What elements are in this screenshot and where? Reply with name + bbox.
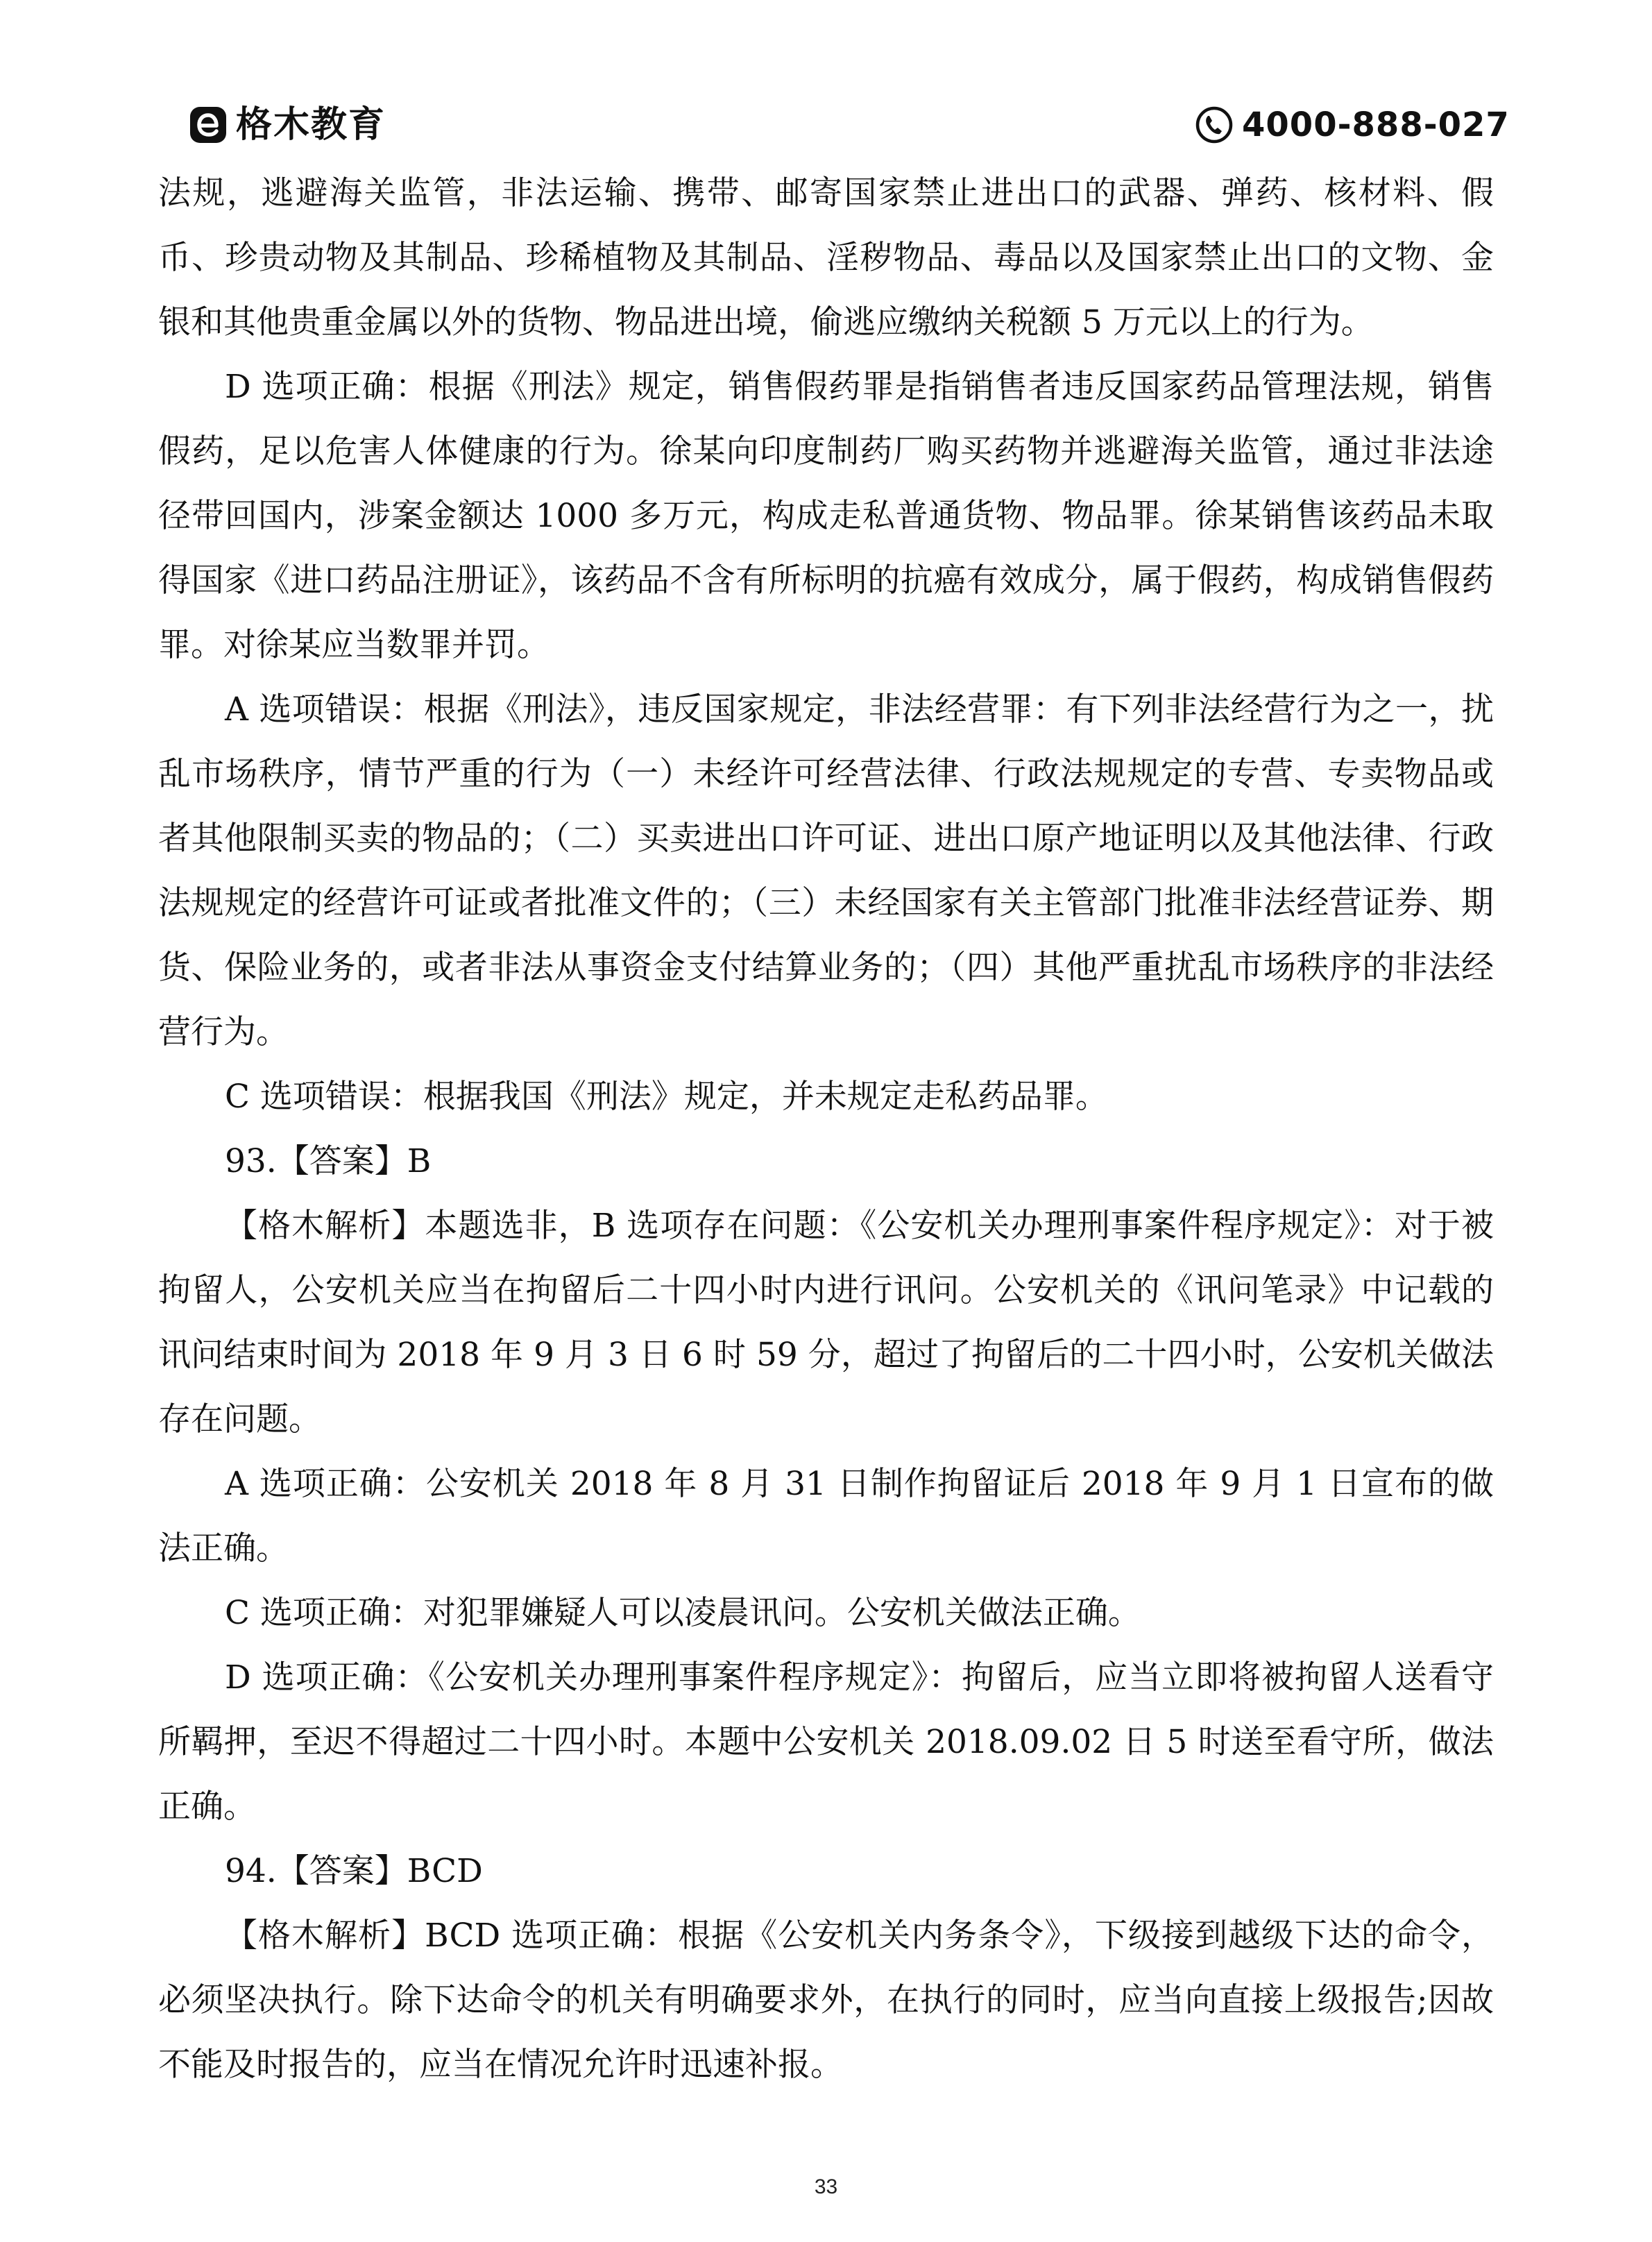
paragraph-continued: 法规，逃避海关监管，非法运输、携带、邮寄国家禁止进出口的武器、弹药、核材料、假币、珍贵动物及其制品、珍稀植物及其制品、淫秽物品、毒品以及国家禁止出口的文物、金银和其他贵重金属以外的货物、物品进出境，偷逃应缴纳关税额 5 万元以上的行为。 bbox=[158, 174, 1494, 341]
page-header bbox=[0, 0, 1652, 160]
analysis-93-option-d: D 选项正确：《公安机关办理刑事案件程序规定》：拘留后，应当立即将被拘留人送看守所羁押，至迟不得超过二十四小时。本题中公安机关 2018.09.02 日 5 时送至看守所，做法正确。 bbox=[158, 1658, 1494, 1826]
brand-logo bbox=[189, 103, 386, 147]
analysis-93-option-c: C 选项正确：对犯罪嫌疑人可以凌晨讯问。公安机关做法正确。 bbox=[225, 1594, 1141, 1632]
analysis-93: 【格木解析】本题选非，B 选项存在问题：《公安机关办理刑事案件程序规定》：对于被拘留人，公安机关应当在拘留后二十四小时内进行讯问。公安机关的《讯问笔录》中记载的讯问结束时间为 2018 年 9 月 3 日 6 时 59 分，超过了拘留后的二十四小时，公安机关做法存在问题。 bbox=[158, 1207, 1494, 1438]
answer-93: 93.【答案】B bbox=[225, 1142, 432, 1180]
page-number: 33 bbox=[814, 2175, 838, 2198]
paragraph-option-d: D 选项正确：根据《刑法》规定，销售假药罪是指销售者违反国家药品管理法规，销售假药，足以危害人体健康的行为。徐某向印度制药厂购买药物并逃避海关监管，通过非法途径带回国内，涉案金额达 1000 多万元，构成走私普通货物、物品罪。徐某销售该药品未取得国家《进口药品注册证》，该药品不含有所标明的抗癌有效成分，属于假药，构成销售假药罪。对徐某应当数罪并罚。 bbox=[158, 368, 1494, 664]
paragraph-option-a: A 选项错误：根据《刑法》，违反国家规定，非法经营罪：有下列非法经营行为之一，扰乱市场秩序，情节严重的行为（一）未经许可经营法律、行政法规规定的专营、专卖物品或者其他限制买卖的物品的；（二）买卖进出口许可证、进出口原产地证明以及其他法律、行政法规规定的经营许可证或者批准文件的；（三）未经国家有关主管部门批准非法经营证券、期货、保险业务的，或者非法从事资金支付结算业务的；（四）其他严重扰乱市场秩序的非法经营行为。 bbox=[158, 690, 1494, 1051]
hotline bbox=[1195, 103, 1510, 147]
answer-94: 94.【答案】BCD bbox=[225, 1852, 483, 1890]
document-body bbox=[158, 161, 1494, 2097]
phone-icon bbox=[1195, 105, 1234, 144]
analysis-93-option-a: A 选项正确：公安机关 2018 年 8 月 31 日制作拘留证后 2018 年 9 月 1 日宣布的做法正确。 bbox=[158, 1465, 1494, 1568]
e-logo-icon bbox=[189, 104, 230, 146]
phone-number: 4000-888-027 bbox=[1242, 105, 1510, 144]
analysis-94: 【格木解析】BCD 选项正确：根据《公安机关内务条令》，下级接到越级下达的命令，必须坚决执行。除下达命令的机关有明确要求外，在执行的同时，应当向直接上级报告;因故不能及时报告的，应当在情况允许时迅速补报。 bbox=[158, 1917, 1494, 2084]
paragraph-option-c: C 选项错误：根据我国《刑法》规定，并未规定走私药品罪。 bbox=[225, 1078, 1108, 1116]
brand-name: 格木教育 bbox=[236, 104, 386, 146]
